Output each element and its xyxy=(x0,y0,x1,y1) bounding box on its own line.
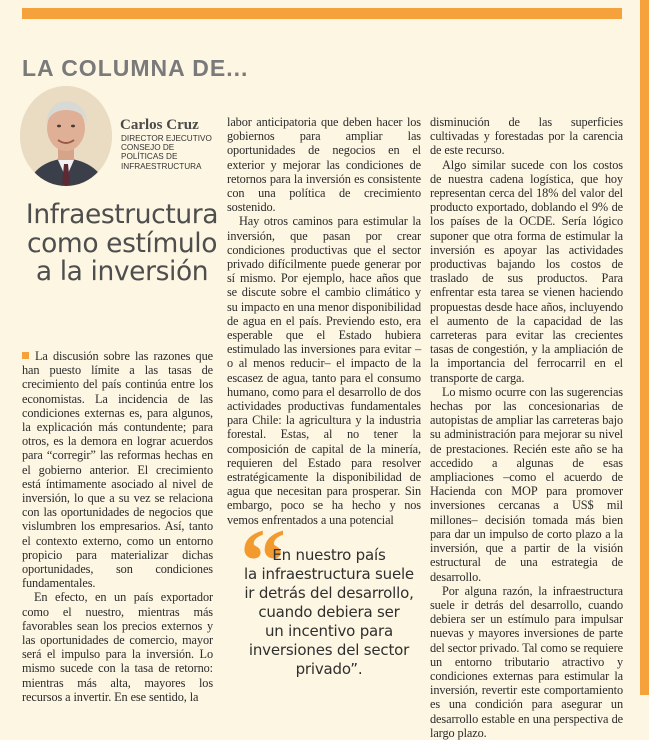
article-column-2 xyxy=(227,115,421,527)
paragraph: Por alguna razón, la infraestructura suele ir detrás del desarrollo, cuando debiera ser un estímulo para impulsar nuevas y mayores inversiones de parte del sector privado. Tal como se requiere un entorno tributario atractivo y condiciones externas para estimular la inversión, revertir este comportamiento es una condición para asegurar un desarrollo estable en una perspectiva de largo plazo. xyxy=(430,583,623,740)
paragraph: Lo mismo ocurre con las sugerencias hechas por las concesionarias de autopistas de ampliar las carreteras bajo su administración para mejorar su nivel de prestaciones. Recién este año se ha accedido a algunas de esas ampliaciones –como el acuerdo de Hacienda con MOP para promover inversiones cercanas a US$ mil millones– decisión tomada más bien para dar un impulso de corto plazo a la inversión, que a partir de la visión estructural de una estrategia de desarrollo. xyxy=(430,384,623,584)
author-photo xyxy=(20,86,112,186)
article-headline: Infraestructura como estímulo a la inversión xyxy=(25,199,219,287)
paragraph: Hay otros caminos para estimular la inversión, que pasan por crear condiciones productivas que el sector privado difícilmente puede generar por sí mismo. Por ejemplo, hace años que se discute sobre el cambio climático y su impacto en una menor disponibilidad de agua en el país. Previendo esto, era esperable que el Estado hubiera estimulado las inversiones para evitar –o al menos reducir– el impacto de la escasez de agua, tanto para el consumo humano, como para el desarrollo de dos actividades productivas fundamentales para Chile: la agricultura y la industria forestal. Estas, al no tener la composición de capital de la minería, requieren del Estado para resolver estratégicamente la disponibilidad de agua que necesitan para prosperar. Sin embargo, poco se ha hecho y nos vemos enfrentados a una potencial xyxy=(227,214,421,527)
quote-mark-icon: “ xyxy=(240,510,286,612)
author-portrait-illustration xyxy=(20,86,112,186)
paragraph: Algo similar sucede con los costos de nuestra cadena logística, que hoy representan cerca del 18% del valor del producto exportado, doblando el 9% de los países de la OCDE. Sería lógico suponer que otra forma de estimular la inversión es apoyar las actividades productivas bajando los costos de traslado de sus productos. Para enfrentar esta tarea se vienen haciendo propuestas desde hace años, incluyendo el aumento de la capacidad de las carreteras para evitar las crecientes tasas de congestión, y la ampliación de la importancia del ferrocarril en el transporte de carga. xyxy=(430,157,623,385)
author-name: Carlos Cruz xyxy=(120,117,199,133)
top-accent-bar xyxy=(22,8,622,19)
section-title: LA COLUMNA DE... xyxy=(22,55,249,81)
square-bullet-icon xyxy=(22,352,29,359)
article-column-3 xyxy=(430,115,623,740)
side-accent-bar xyxy=(640,0,649,695)
pull-quote-text: En nuestro país la infraestructura suele ir detrás del desarrollo, cuando debiera ser un incentivo para inversiones del sector privado”. xyxy=(244,546,414,678)
paragraph: disminución de las superficies cultivadas y forestadas por la carencia de este recurso. xyxy=(430,115,623,158)
paragraph: En efecto, en un país exportador como el nuestro, mientras más favorables sean los precios externos y las oportunidades de comercio, mayor será el impulso para la inversión. Lo mismo sucede con la tasa de retorno: mientras más alta, mayores los recursos a invertir. En ese sentido, la xyxy=(22,590,213,704)
paragraph: labor anticipatoria que deben hacer los gobiernos para ampliar las oportunidades de negocios en el exterior y mejorar las condiciones de retornos para la inversión es consistente con una política de crecimiento sostenido. xyxy=(227,115,421,215)
article-column-1 xyxy=(22,349,213,704)
paragraph: La discusión sobre las razones que han puesto límite a las tasas de crecimiento del país continúa entre los economistas. La incidencia de las condiciones externas es, para algunos, la explicación más contundente; para otros, es la demora en lograr acuerdos para “corregir” las reformas hechas en el gobierno anterior. El crecimiento está íntimamente asociado al nivel de inversión, lo que a su vez se relaciona con las oportunidades de negocios que vislumbren los empresarios. Así, tanto el contexto externo, como un entorno propicio para materializar dichas oportunidades, son condiciones fundamentales. xyxy=(22,349,213,591)
author-role: DIRECTOR EJECUTIVO CONSEJO DE POLÍTICAS DE INFRAESTRUCTURA xyxy=(121,134,212,171)
pull-quote xyxy=(240,510,418,684)
